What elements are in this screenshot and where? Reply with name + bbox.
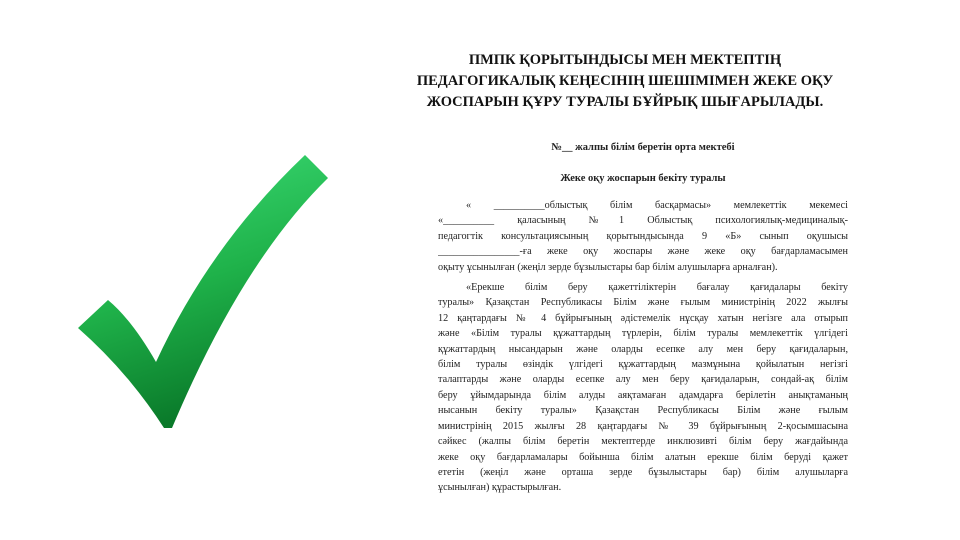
check-mark-icon — [70, 150, 370, 430]
paragraph-line: нысанын бекіту туралы» Қазақстан Республикасы Білім және ғылым — [438, 405, 848, 417]
paragraph-line: сәйкес (жалпы білім беретін мектептерде инклюзивті білім беру жағдайында — [438, 436, 848, 448]
document-heading: №__ жалпы білім беретін орта мектебі — [551, 142, 735, 153]
paragraph-line: және «Білім туралы құжаттардың түрлерін, білім туралы мемлекеттік үлгідегі — [438, 328, 848, 340]
document-paragraph-2 — [438, 280, 848, 496]
paragraph-line: министрінің 2015 жылғы 28 қаңтардағы № 39 бұйрығының 2-қосымшасына — [438, 420, 848, 432]
paragraph-line: 12 қаңтардағы № 4 бұйрығының әдістемелік нұсқау хатын негізге ала отырып — [438, 312, 848, 324]
paragraph-line: ететін (жеңіл және орташа зерде бұзылыстары бар) білім алушыларға — [438, 466, 848, 478]
paragraph-line: «Ерекше білім беру қажеттіліктерін бағалау қағидалары бекіту — [466, 282, 848, 294]
paragraph-line: талаптарды және оларды есепке алу мен беру қағидаларын, сондай-ақ білім — [438, 374, 848, 386]
paragraph-line: ________________-ға жеке оқу жоспары және жеке оқу бағдарламасымен — [438, 246, 848, 258]
paragraph-line: « __________облыстық білім басқармасы» мемлекеттік мекемесі — [466, 200, 848, 211]
paragraph-line: құжаттардың нысандарын және оларды есепке алу мен беру қағидаларын, — [438, 343, 848, 355]
paragraph-line: туралы» Қазақстан Республикасы Білім және ғылым министрінің 2022 жылғы — [438, 297, 848, 309]
document-subheading: Жеке оқу жоспарын бекіту туралы — [560, 173, 726, 184]
document-paragraph-1 — [438, 198, 848, 275]
paragraph-line: беру ұйымдарында білім алуды аяқтамаған адамдарға берілетін анықтаманың — [438, 389, 848, 401]
slide-title-line: ПМПК ҚОРЫТЫНДЫСЫ МЕН МЕКТЕПТІҢ — [468, 52, 782, 68]
slide-title — [380, 50, 870, 113]
paragraph-line: жеке оқу бағдарламалары бойынша білім алатын ерекше білім беруді қажет — [438, 451, 848, 463]
paragraph-line: оқыту ұсынылған (жеңіл зерде бұзылыстары бар білім алушыларға арналған). — [438, 261, 778, 273]
paragraph-line: педагогтік консультациясының қорытындысында 9 «Б» сынып оқушысы — [438, 230, 848, 242]
slide-title-line: ЖОСПАРЫН ҚҰРУ ТУРАЛЫ БҰЙРЫҚ ШЫҒАРЫЛАДЫ. — [426, 94, 824, 110]
paragraph-line: «__________ қаласының №1 Облыстық психологиялық-медициналық- — [438, 215, 848, 227]
paragraph-line: білім туралы өзіндік үлгідегі құжаттардың мазмұнына қойылатын негізгі — [438, 359, 848, 371]
slide-title-line: ПЕДАГОГИКАЛЫҚ КЕҢЕСІНІҢ ШЕШІМІМЕН ЖЕКЕ ОҚУ — [416, 73, 834, 89]
order-document — [438, 142, 848, 501]
paragraph-line: ұсынылған) құрастырылған. — [438, 482, 562, 494]
